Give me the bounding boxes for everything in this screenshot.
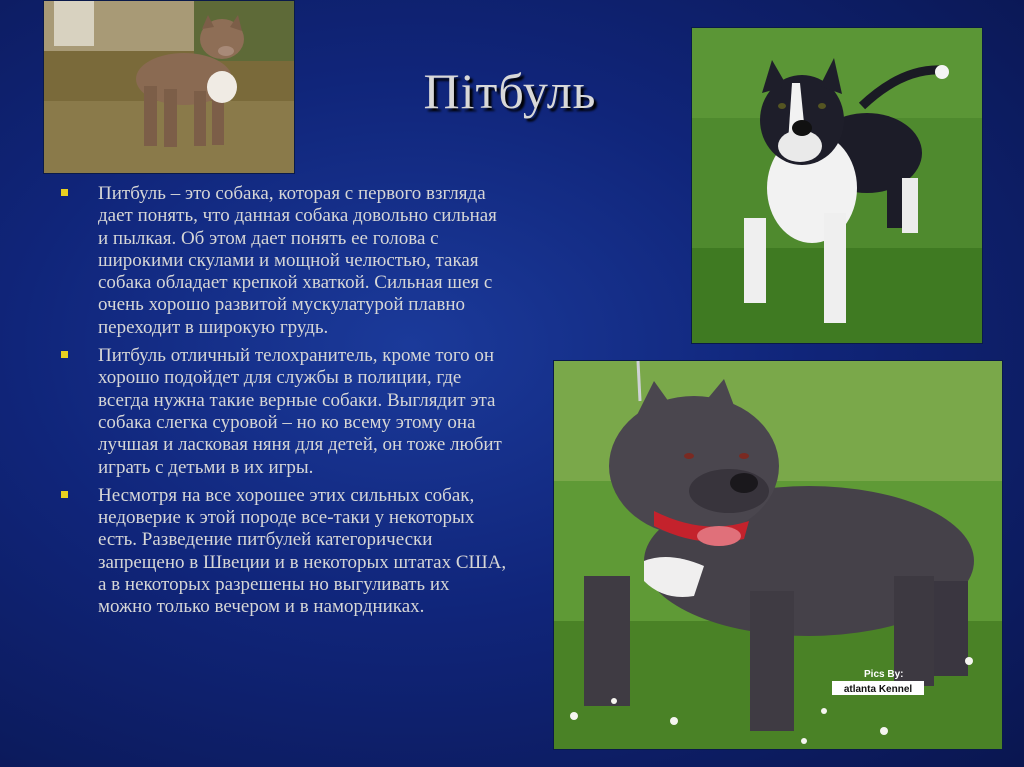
bullet-text: Питбуль отличный телохранитель, кроме того он хорошо подойдет для службы в полиции, где всегда нужна такие верные собаки. Выглядит эта собака слегка суровой – но ко всему этому она лучшая и ласковая няня для детей, он тоже любит играть с детьми в их игры. bbox=[98, 345, 502, 478]
watermark-pics-by: Pics By: bbox=[864, 669, 904, 680]
square-bullet-icon bbox=[61, 491, 68, 498]
bullet-text: Питбуль – это собака, которая с первого взгляда дает понять, что данная собака довольно сильная и пылкая. Об этом дает понять ее голова с широкими скулами и мощной челюстью, такая собака обладает крепкой хваткой. Сильная шея с очень хорошо развитой мускулатурой плавно переходит в широкую грудь. bbox=[98, 183, 497, 338]
bullet-text: Несмотря на все хорошее этих сильных собак, недоверие к этой породе все-таки у некоторых есть. Разведение питбулей категорически запрещено в Швеции и в некоторых штатах США, а в некоторых разрешены но выгуливать их можно только вечером и в намордниках. bbox=[98, 484, 507, 618]
slide-title: Пітбуль bbox=[423, 63, 597, 119]
square-bullet-icon bbox=[61, 189, 68, 196]
bullet-item bbox=[58, 183, 508, 339]
watermark-brand: atlanta Kennel bbox=[843, 684, 913, 695]
bullet-item bbox=[58, 485, 508, 619]
grey-pitbull-photo bbox=[553, 360, 1003, 750]
puppy-photo bbox=[43, 0, 295, 174]
black-white-pitbull-photo bbox=[691, 27, 983, 344]
bullet-item bbox=[58, 345, 508, 479]
square-bullet-icon bbox=[61, 351, 68, 358]
bullet-list bbox=[58, 183, 508, 625]
